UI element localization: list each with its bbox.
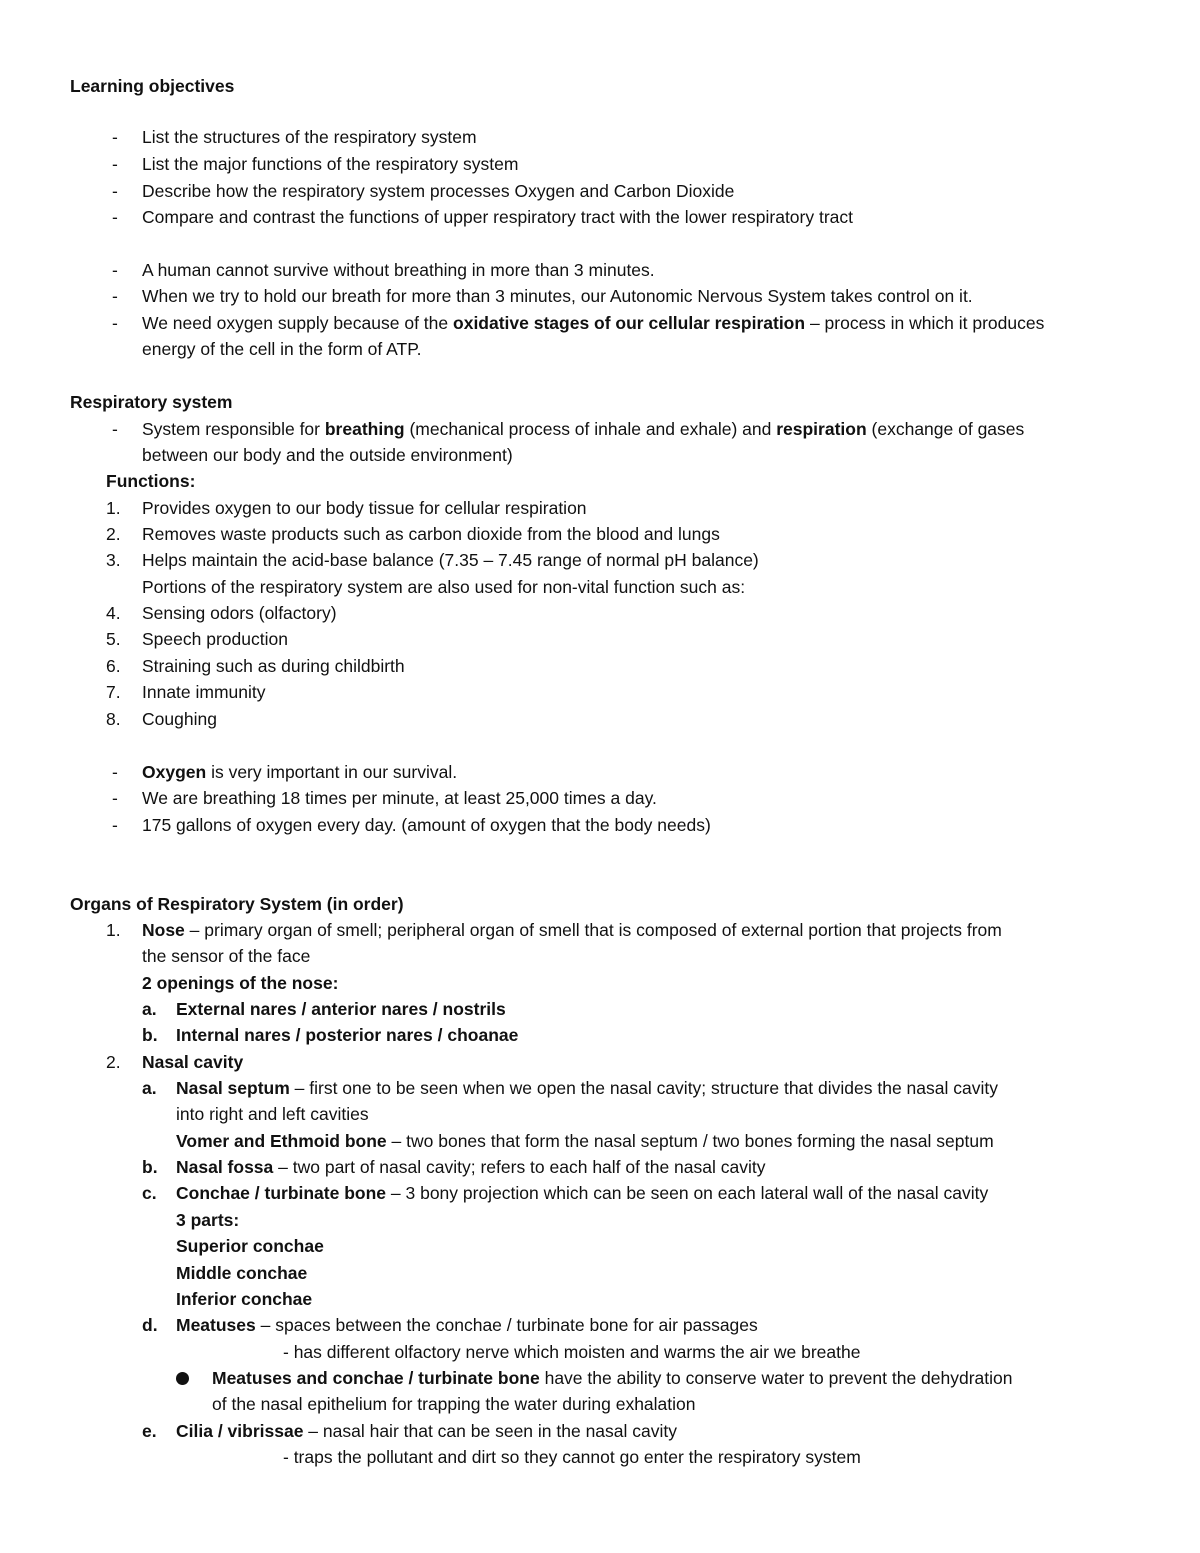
number-marker: 5.: [106, 629, 121, 649]
bold-term: Conchae / turbinate bone: [176, 1183, 387, 1203]
conchae-part: Superior conchae: [176, 1236, 324, 1256]
learning-objectives-heading: Learning objectives: [70, 76, 235, 96]
organ-text: Nasal cavity: [142, 1052, 244, 1072]
oxygen-text: [142, 759, 457, 785]
dash-marker: -: [112, 762, 118, 782]
system-continuation: [0, 442, 1200, 468]
text-part: (mechanical process of inhale and exhale) and: [404, 419, 777, 439]
note-item: [0, 283, 1200, 309]
bullet-icon: [176, 1372, 189, 1385]
bold-term: respiration: [776, 419, 867, 439]
bold-term: Cilia / vibrissae: [176, 1421, 304, 1441]
text-part: have the ability to conserve water to prevent the dehydration: [539, 1368, 1013, 1388]
organs-heading: Organs of Respiratory System (in order): [70, 894, 404, 914]
openings-line: [0, 970, 1200, 996]
portions-text: Portions of the respiratory system are also used for non-vital function such as:: [142, 577, 746, 597]
sub-continuation: [0, 1286, 1200, 1312]
sub-continuation: [0, 1260, 1200, 1286]
function-text: Helps maintain the acid-base balance (7.35 – 7.45 range of normal pH balance): [142, 550, 759, 570]
oxygen-text: 175 gallons of oxygen every day. (amount of oxygen that the body needs): [142, 815, 711, 835]
sub-text: [176, 1418, 677, 1444]
objective-item: [0, 124, 1200, 150]
objective-text: Compare and contrast the functions of upper respiratory tract with the lower respiratory tract: [142, 207, 854, 227]
note-text: energy of the cell in the form of ATP.: [142, 339, 422, 359]
dash-marker: -: [112, 815, 118, 835]
bullet-item: [0, 1365, 1200, 1391]
bold-term: Nose: [142, 920, 185, 940]
sub-continuation: [0, 1101, 1200, 1127]
note-item: [0, 310, 1200, 336]
text-part: – 3 bony projection which can be seen on each lateral wall of the nasal cavity: [386, 1183, 989, 1203]
bold-term: Meatuses and conchae / turbinate bone: [212, 1368, 540, 1388]
bullet-text: of the nasal epithelium for trapping the water during exhalation: [212, 1394, 696, 1414]
function-item: [0, 547, 1200, 573]
bold-term: Nasal fossa: [176, 1157, 274, 1177]
note-text: When we try to hold our breath for more than 3 minutes, our Autonomic Nervous System takes control on it.: [142, 286, 973, 306]
function-text: Speech production: [142, 629, 288, 649]
letter-marker: a.: [142, 999, 157, 1019]
dash-marker: -: [112, 207, 118, 227]
sub-continuation: [0, 1444, 1200, 1470]
dash-marker: -: [112, 788, 118, 808]
oxygen-item: [0, 759, 1200, 785]
number-marker: 4.: [106, 603, 121, 623]
bold-term: Oxygen: [142, 762, 207, 782]
objective-text: Describe how the respiratory system processes Oxygen and Carbon Dioxide: [142, 181, 735, 201]
parts-label: 3 parts:: [176, 1210, 240, 1230]
number-marker: 3.: [106, 550, 121, 570]
sub-text: [176, 1312, 758, 1338]
oxygen-item: [0, 812, 1200, 838]
bold-term: Nasal septum: [176, 1078, 290, 1098]
number-marker: 6.: [106, 656, 121, 676]
openings-label: 2 openings of the nose:: [142, 973, 339, 993]
text-part: – nasal hair that can be seen in the nasal cavity: [303, 1421, 678, 1441]
opening-text: External nares / anterior nares / nostrils: [176, 999, 506, 1019]
system-text: [142, 416, 1024, 442]
dash-marker: -: [112, 127, 118, 147]
sub-item: [0, 1312, 1200, 1338]
note-text: A human cannot survive without breathing in more than 3 minutes.: [142, 260, 655, 280]
sub-item: [0, 1418, 1200, 1444]
text-part: – two part of nasal cavity; refers to each half of the nasal cavity: [273, 1157, 766, 1177]
sub-continuation: [0, 1339, 1200, 1365]
dash-marker: -: [112, 313, 118, 333]
bold-term: Vomer and Ethmoid bone: [176, 1131, 387, 1151]
text-part: – spaces between the conchae / turbinate bone for air passages: [255, 1315, 758, 1335]
note-continuation: [0, 336, 1200, 362]
system-item: [0, 416, 1200, 442]
dash-marker: -: [112, 286, 118, 306]
letter-marker: b.: [142, 1025, 158, 1045]
dash-marker: -: [112, 154, 118, 174]
organ-item: [0, 917, 1200, 943]
sub-text: into right and left cavities: [176, 1104, 369, 1124]
sub-item: [0, 1154, 1200, 1180]
organ-text: the sensor of the face: [142, 946, 311, 966]
sub-item: [0, 1180, 1200, 1206]
function-item: [0, 495, 1200, 521]
organ-continuation: [0, 943, 1200, 969]
text-part: System responsible for: [142, 419, 325, 439]
note-item: [0, 257, 1200, 283]
bullet-text: [212, 1365, 1013, 1391]
function-item: [0, 521, 1200, 547]
dash-marker: -: [112, 260, 118, 280]
function-item: [0, 706, 1200, 732]
sub-item: [0, 1075, 1200, 1101]
function-text: Innate immunity: [142, 682, 266, 702]
text-part: – two bones that form the nasal septum / two bones forming the nasal septum: [386, 1131, 994, 1151]
conchae-part: Inferior conchae: [176, 1289, 313, 1309]
conchae-part: Middle conchae: [176, 1263, 308, 1283]
bullet-continuation: [0, 1391, 1200, 1417]
function-text: Coughing: [142, 709, 217, 729]
system-text: between our body and the outside environment): [142, 445, 513, 465]
opening-item: [0, 1022, 1200, 1048]
respiratory-system-heading: Respiratory system: [70, 392, 233, 412]
letter-marker: e.: [142, 1421, 157, 1441]
portions-line: [0, 574, 1200, 600]
sub-text: [176, 1075, 998, 1101]
note-text: [142, 310, 1044, 336]
sub-text: [176, 1128, 994, 1154]
functions-label-line: [0, 468, 1200, 494]
oxygen-text: We are breathing 18 times per minute, at least 25,000 times a day.: [142, 788, 657, 808]
note-bold-term: oxidative stages of our cellular respiration: [453, 313, 806, 333]
note-text-part: We need oxygen supply because of the: [142, 313, 454, 333]
function-text: Straining such as during childbirth: [142, 656, 405, 676]
function-text: Removes waste products such as carbon dioxide from the blood and lungs: [142, 524, 720, 544]
objective-item: [0, 204, 1200, 230]
objective-text: List the structures of the respiratory system: [142, 127, 477, 147]
bold-term: breathing: [324, 419, 405, 439]
text-part: – primary organ of smell; peripheral organ of smell that is composed of external portion that projects from: [184, 920, 1002, 940]
number-marker: 7.: [106, 682, 121, 702]
letter-marker: b.: [142, 1157, 158, 1177]
function-text: Sensing odors (olfactory): [142, 603, 337, 623]
text-part: is very important in our survival.: [206, 762, 458, 782]
sub-continuation: [0, 1207, 1200, 1233]
function-item: [0, 626, 1200, 652]
note-text-part: – process in which it produces: [805, 313, 1045, 333]
sub-text: - has different olfactory nerve which moisten and warms the air we breathe: [283, 1342, 861, 1362]
number-marker: 2.: [106, 1052, 121, 1072]
sub-text: [176, 1180, 988, 1206]
function-item: [0, 679, 1200, 705]
letter-marker: a.: [142, 1078, 157, 1098]
function-item: [0, 600, 1200, 626]
organ-text: [142, 917, 1002, 943]
letter-marker: d.: [142, 1315, 158, 1335]
number-marker: 8.: [106, 709, 121, 729]
text-part: (exchange of gases: [866, 419, 1025, 439]
text-part: – first one to be seen when we open the nasal cavity; structure that divides the nasal cavity: [289, 1078, 998, 1098]
objective-item: [0, 151, 1200, 177]
functions-label: Functions:: [106, 471, 196, 491]
objective-item: [0, 178, 1200, 204]
oxygen-item: [0, 785, 1200, 811]
number-marker: 2.: [106, 524, 121, 544]
number-marker: 1.: [106, 498, 121, 518]
dash-marker: -: [112, 419, 118, 439]
sub-text: [176, 1154, 765, 1180]
number-marker: 1.: [106, 920, 121, 940]
sub-continuation: [0, 1128, 1200, 1154]
dash-marker: -: [112, 181, 118, 201]
sub-text: - traps the pollutant and dirt so they cannot go enter the respiratory system: [283, 1447, 861, 1467]
letter-marker: c.: [142, 1183, 157, 1203]
opening-text: Internal nares / posterior nares / choanae: [176, 1025, 519, 1045]
objective-text: List the major functions of the respiratory system: [142, 154, 519, 174]
function-text: Provides oxygen to our body tissue for cellular respiration: [142, 498, 587, 518]
opening-item: [0, 996, 1200, 1022]
organ-item: [0, 1049, 1200, 1075]
function-item: [0, 653, 1200, 679]
sub-continuation: [0, 1233, 1200, 1259]
bold-term: Meatuses: [176, 1315, 256, 1335]
